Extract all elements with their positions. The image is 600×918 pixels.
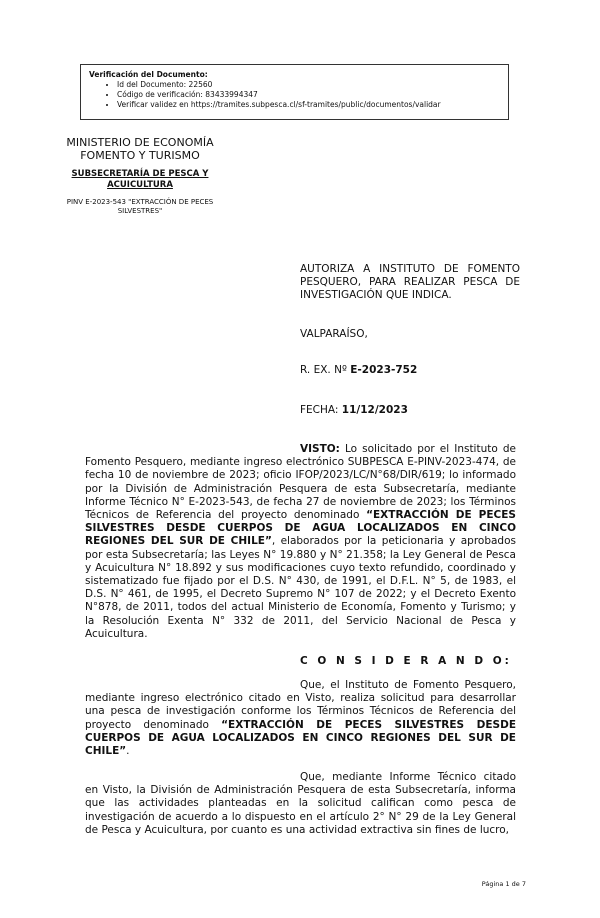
visto-indent — [85, 443, 340, 455]
p1-project-name: “EXTRACCIÓN DE PECES SILVESTRES DESDE CUERPOS DE AGUA LOCALIZADOS EN CINCO REGIONES DEL SUR DE CHILE” — [85, 718, 516, 758]
p2-indent — [85, 771, 300, 783]
subsecretaria-heading — [40, 169, 240, 191]
subsecretaria-line-1: SUBSECRETARÍA DE PESCA Y — [71, 169, 209, 179]
subsecretaria-line-2: ACUICULTURA — [107, 180, 173, 190]
considerando-paragraph-2 — [85, 771, 516, 837]
verification-item-code: • Código de verificación: 83433994347 — [117, 90, 500, 100]
verification-box — [80, 64, 509, 120]
visto-text-1: Lo solicitado por el Instituto de Fomento Pesquero, mediante ingreso electrónico SUBPESCA E-PINV-2023-474, de fecha 10 de noviembre de 2023; oficio IFOP/2023/LC/N°68/DIR/619; lo informado por la División de Administración Pesquera de esta Subsecretaría, mediante Informe Técnico N° E-2023-543, de fecha 27 de noviembre de 2023; los Términos Técnicos de Referencia del proyecto denominado — [85, 443, 516, 522]
pinv-line-1: PINV E-2023-543 "EXTRACCIÓN DE PECES — [66, 198, 214, 206]
considerando-paragraph-1 — [85, 679, 516, 758]
verification-list — [89, 80, 500, 110]
resolution-date-value: 11/12/2023 — [341, 404, 408, 416]
visto-paragraph — [85, 443, 516, 641]
considerando-title: C O N S I D E R A N D O: — [300, 655, 512, 667]
ministry-line-1: MINISTERIO DE ECONOMÍA — [66, 136, 214, 149]
authorization-summary: AUTORIZA A INSTITUTO DE FOMENTO PESQUERO, PARA REALIZAR PESCA DE INVESTIGACIÓN QUE INDICA. — [300, 263, 520, 301]
resolution-number — [300, 364, 417, 377]
page-number: Página 1 de 7 — [481, 880, 526, 888]
visto-label: VISTO: — [300, 443, 340, 455]
verification-item-id: • Id del Documento: 22560 — [117, 80, 500, 90]
pinv-reference — [40, 198, 240, 216]
resolution-date-label: FECHA: — [300, 404, 339, 416]
p1-end: . — [126, 745, 130, 758]
pinv-line-2: SILVESTRES" — [117, 207, 163, 215]
p1-indent — [85, 679, 300, 691]
resolution-number-label: R. EX. Nº — [300, 364, 347, 376]
resolution-date — [300, 404, 408, 417]
verification-title: Verificación del Documento: — [89, 70, 208, 79]
p1-text: Que, el Instituto de Fomento Pesquero, mediante ingreso electrónico citado en Visto, realiza solicitud para desarrollar una pesca de investigación conforme los Términos Técnicos de Referencia del proyecto denominado — [85, 679, 516, 731]
p2-text: Que, mediante Informe Técnico citado en Visto, la División de Administración Pesquera de esta Subsecretaría, informa que las actividades planteadas en la solicitud califican como pesca de investigación de acuerdo a lo dispuesto en el artículo 2° N° 29 de la Ley General de Pesca y Acuicultura, por cuanto es una actividad extractiva sin fines de lucro, — [85, 771, 516, 836]
ministry-heading — [40, 136, 240, 162]
city-line: VALPARAÍSO, — [300, 328, 368, 340]
visto-text-2: , elaborados por la peticionaria y aprobados por esta Subsecretaría; las Leyes N° 19.880 y N° 21.358; la Ley General de Pesca y Acuicultura N° 18.892 y sus modificaciones cuyo texto refundido, coordinado y sistematizado fue fijado por el D.S. N° 430, de 1991, el D.F.L. N° 5, de 1983, el D.S. N° 461, de 1995, el Decreto Supremo N° 107 de 2022; y el Decreto Exento N°878, de 2011, todos del actual Ministerio de Economía, Fomento y Turismo; y la Resolución Exenta N° 332 de 2011, del Servicio Nacional de Pesca y Acuicultura. — [85, 535, 516, 640]
verification-item-url[interactable]: • Verificar validez en https://tramites.subpesca.cl/sf-tramites/public/documentos/validar — [117, 100, 500, 110]
resolution-number-value: E-2023-752 — [350, 364, 418, 376]
ministry-line-2: FOMENTO Y TURISMO — [80, 149, 200, 162]
visto-project-name: “EXTRACCIÓN DE PECES SILVESTRES DESDE CUERPOS DE AGUA LOCALIZADOS EN CINCO REGIONES DEL SUR DE CHILE” — [85, 509, 516, 548]
